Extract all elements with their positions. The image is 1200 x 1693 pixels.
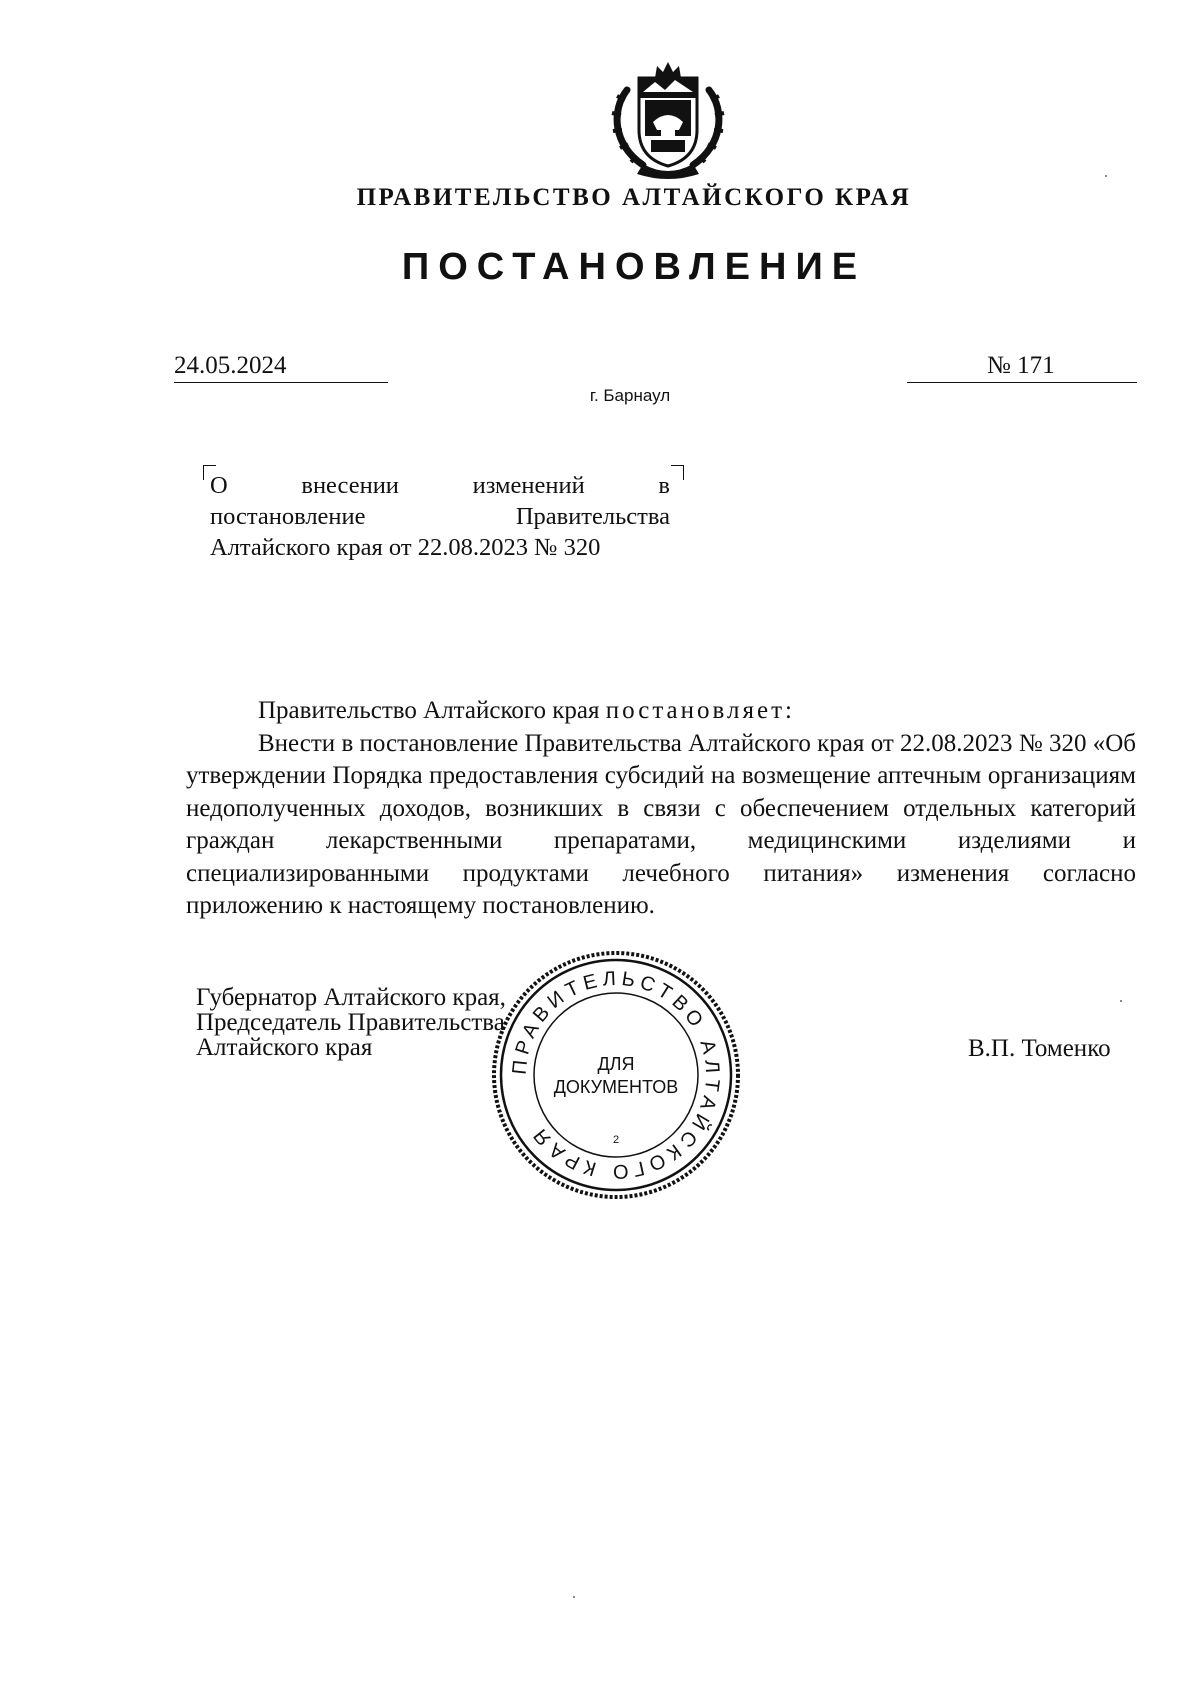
document-city: г. Барнаул	[589, 386, 671, 405]
main-paragraph: Внести в постановление Правительства Алтайского края от 22.08.2023 № 320 «Об утверждении Порядка предоставления субсидий на возмещение аптечным организациям недополученных доходов, возникших в связи с обеспечением отдельных категорий граждан лекарственными препаратами, медицинскими изделиями и специализированными продуктами лечебного питания» изменения согласно приложению к настоящему постановлению.	[186, 729, 1136, 919]
subject-word: постановление	[210, 503, 366, 530]
official-seal-stamp	[486, 945, 746, 1205]
document-number: № 171	[907, 352, 1137, 383]
document-type-heading: ПОСТАНОВЛЕНИЕ	[401, 246, 867, 288]
scan-speck	[1120, 1000, 1122, 1002]
intro-prefix: Правительство Алтайского края	[258, 697, 606, 724]
document-body	[186, 695, 1136, 923]
subject-word: О	[210, 472, 228, 499]
stamp-number: 2	[612, 1134, 620, 1146]
svg-text:ПРАВИТЕЛЬСТВО АЛТАЙСКОГО КРАЯ	[509, 968, 724, 1183]
signatory-name: В.П. Томенко	[968, 1035, 1111, 1062]
subject-line: Алтайского края от 22.08.2023 № 320	[210, 534, 601, 561]
subject-word: Правительства	[515, 503, 670, 530]
intro-verb: постановляет	[605, 697, 785, 724]
subject-word: изменений	[472, 472, 585, 499]
position-line: Губернатор Алтайского края,	[196, 984, 506, 1011]
scan-speck	[573, 1596, 575, 1598]
subject-bracket-right	[671, 465, 684, 480]
scan-speck	[1105, 175, 1107, 177]
intro-line	[186, 695, 1136, 728]
intro-suffix: :	[785, 697, 792, 724]
signatory-position	[196, 985, 506, 1060]
stamp-center-line1: ДЛЯ	[597, 1054, 635, 1074]
position-line: Председатель Правительства	[196, 1009, 505, 1036]
stamp-center-line2: ДОКУМЕНТОВ	[553, 1077, 679, 1097]
position-line: Алтайского края	[196, 1034, 373, 1061]
stamp-ring-text: ПРАВИТЕЛЬСТВО АЛТАЙСКОГО КРАЯ	[508, 967, 724, 1183]
document-subject	[210, 470, 670, 563]
government-title: ПРАВИТЕЛЬСТВО АЛТАЙСКОГО КРАЯ	[356, 184, 912, 211]
coat-of-arms-emblem	[603, 60, 733, 180]
subject-word: в	[658, 472, 670, 499]
subject-word: внесении	[301, 472, 399, 499]
document-date: 24.05.2024	[174, 352, 388, 383]
